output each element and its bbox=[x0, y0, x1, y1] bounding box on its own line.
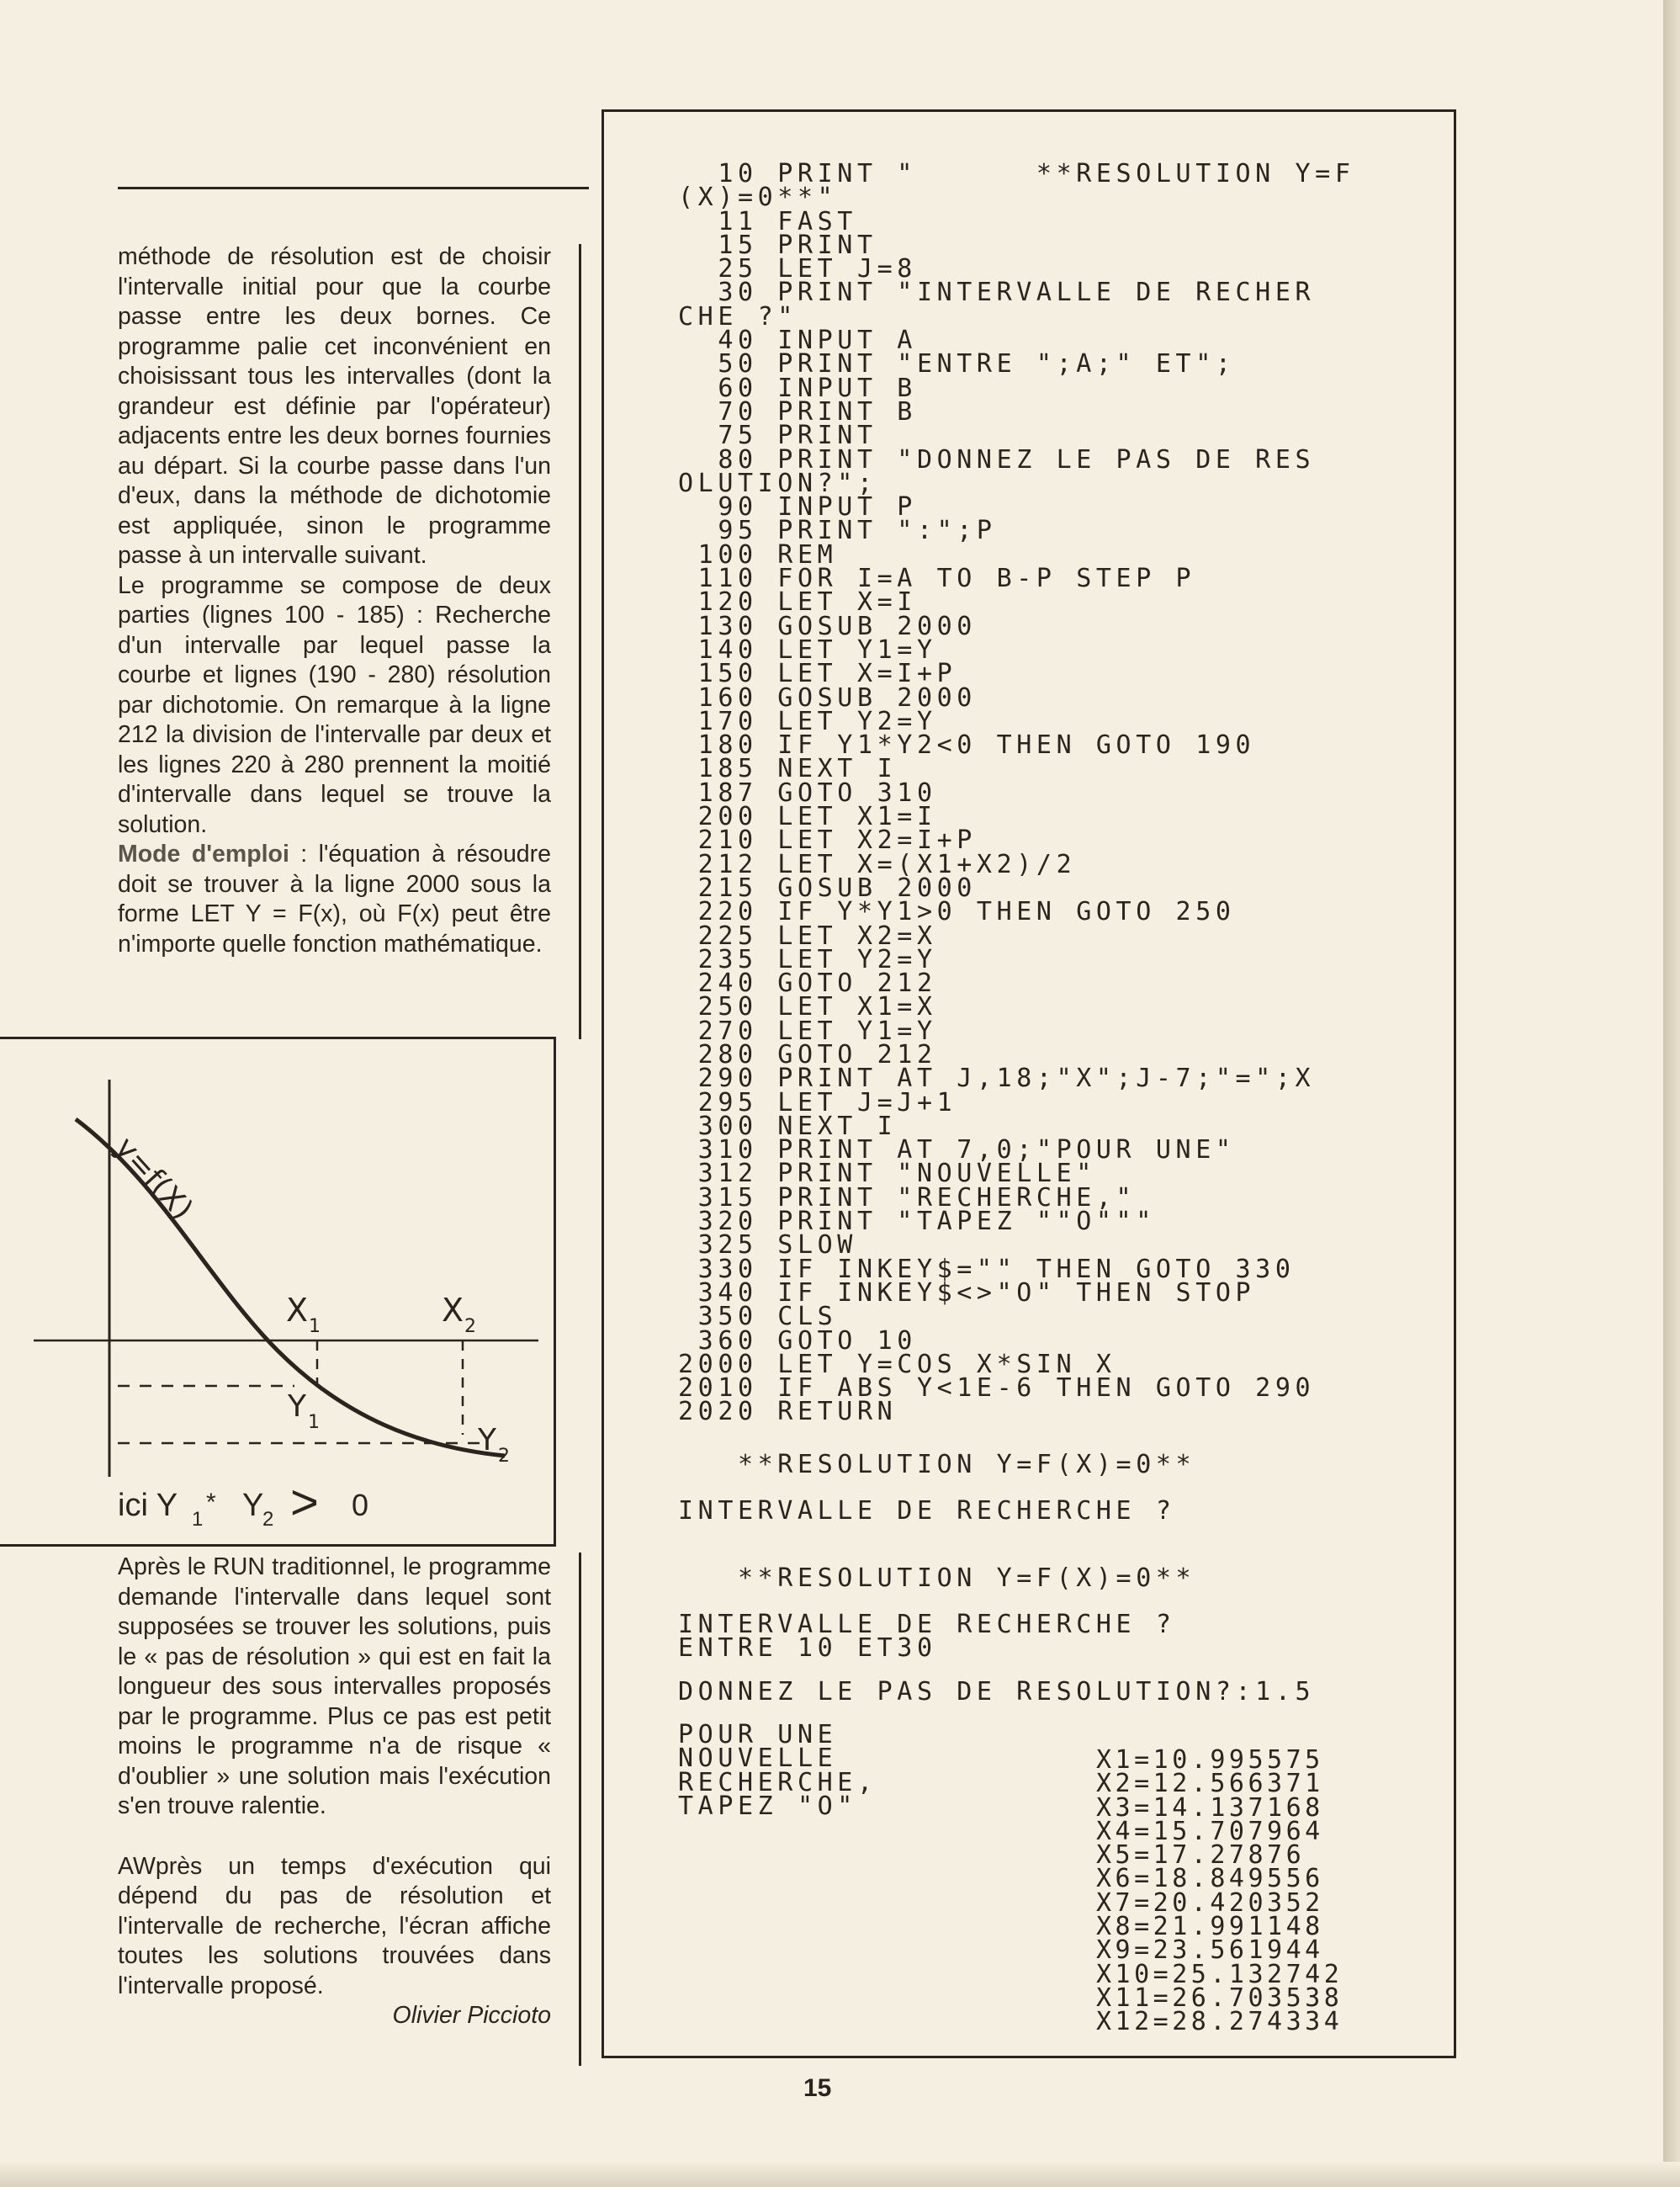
page-edge-shadow bbox=[1663, 0, 1680, 2187]
caption-y2: Y bbox=[242, 1488, 264, 1523]
y2-label: Y bbox=[478, 1423, 496, 1457]
y1-subscript: 1 bbox=[308, 1412, 320, 1433]
caption-sub2: 2 bbox=[262, 1508, 274, 1531]
caption-zero: 0 bbox=[352, 1488, 369, 1522]
new-search-prompt: POUR UNE NOUVELLE RECHERCHE, TAPEZ "O" bbox=[678, 1720, 877, 1821]
output2-title: **RESOLUTION Y=F(X)=0** bbox=[678, 1563, 1196, 1593]
program-listing-box bbox=[602, 109, 1456, 2058]
usage-paragraph bbox=[118, 840, 551, 959]
solutions-list: X1=10.995575 X2=12.566371 X3=14.137168 X4=15.707964 X5=17.27876 X6=18.849556 X7=20.420352 X8=21.991148 X9=23.561944 X10=25.132742 X11=26.703538 X12=28.274334 bbox=[1096, 1745, 1343, 2037]
x2-label: X bbox=[442, 1292, 464, 1329]
curve-diagram bbox=[0, 1039, 554, 1544]
output2-prompt: INTERVALLE DE RECHERCHE ? bbox=[678, 1610, 1176, 1639]
curve-figure bbox=[0, 1037, 556, 1547]
parts-paragraph: Le programme se compose de deux parties (lignes 100 - 185) : Recherche d'un intervalle par lequel passe la courbe et lignes (190 - 280) résolution par dichotomie. On remarque à la ligne 212 la division de l'intervalle par deux et les lignes 220 à 280 prennent la moitié d'intervalle dans lequel se trouve la solution. bbox=[118, 571, 551, 838]
basic-code-listing: 10 PRINT " **RESOLUTION Y=F (X)=0**" 11 FAST 15 PRINT 25 LET J=8 30 PRINT "INTERVALLE DE RECHER CHE ?" 40 INPUT A 50 PRINT "ENTRE ";A;" ET"; 60 INPUT B 70 PRINT B 75 PRINT 80 PRINT "DONNEZ LE PAS DE RES OLUTION?"; 90 INPUT P 95 PRINT ":";P 100 REM 110 FOR I=A TO B-P STEP P 120 LET X=I 130 GOSUB 2000 140 LET Y1=Y 150 LET X=I+P 160 GOSUB 2000 170 LET Y2=Y 180 IF Y1*Y2<0 THEN GOTO 190 185 NEXT I 187 GOTO 310 200 LET X1=I 210 LET X2=I+P 212 LET X=(X1+X2)/2 215 GOSUB 2000 220 IF Y*Y1>0 THEN GOTO 250 225 LET X2=X 235 LET Y2=Y 240 GOTO 212 250 LET X1=X 270 LET Y1=Y 280 GOTO 212 290 PRINT AT J,18;"X";J-7;"=";X 295 LET J=J+1 300 NEXT I 310 PRINT AT 7,0;"POUR UNE" 312 PRINT "NOUVELLE" 315 PRINT "RECHERCHE," 320 PRINT "TAPEZ ""O""" 325 SLOW 330 IF INKEY$="" THEN GOTO 330 340 IF INKEY$<>"O" THEN STOP 350 CLS 360 GOTO 10 2000 LET Y=COS X*SIN X 2010 IF ABS Y<1E-6 THEN GOTO 290 2020 RETURN bbox=[678, 159, 1355, 1427]
curve-label: y=f(X) bbox=[108, 1130, 200, 1227]
x1-subscript: 1 bbox=[309, 1316, 321, 1337]
caption-prefix: ici Y bbox=[118, 1488, 178, 1523]
x1-label: X bbox=[286, 1292, 309, 1329]
author-signature: Olivier Piccioto bbox=[392, 2002, 551, 2029]
output1-title: **RESOLUTION Y=F(X)=0** bbox=[678, 1450, 1196, 1479]
column-divider-lower bbox=[579, 1553, 581, 2066]
output1-prompt: INTERVALLE DE RECHERCHE ? bbox=[678, 1496, 1176, 1526]
caption-sub1: 1 bbox=[192, 1508, 204, 1531]
x2-subscript: 2 bbox=[464, 1316, 476, 1337]
page-number: 15 bbox=[803, 2074, 832, 2102]
y2-subscript: 2 bbox=[498, 1446, 510, 1467]
article-text-lower bbox=[118, 1553, 551, 2031]
column-top-rule bbox=[118, 187, 589, 189]
caption-gt: > bbox=[290, 1475, 319, 1530]
intro-paragraph: méthode de résolution est de choisir l'intervalle initial pour que la courbe passe entre les deux bornes. Ce programme palie cet inconvénient en choisissant tous les intervalles (dont la grandeur est définie par l'opérateur) adjacents entre les deux bornes fournies au départ. Si la courbe passe dans l'un d'eux, dans la méthode de dichotomie est appliquée, sinon le programme passe à un intervalle suivant. bbox=[118, 243, 551, 569]
column-divider bbox=[579, 244, 581, 1039]
mode-text: : l'équation à résoudre doit se trouver à la ligne 2000 sous la forme LET Y = F(x), où F(x) peut être n'importe quelle fonction mathématique. bbox=[118, 841, 551, 958]
result-paragraph: AWprès un temps d'exécution qui dépend du pas de résolution et l'intervalle de recherche, l'écran affiche toutes les solutions trouvées dans l'intervalle proposé. bbox=[118, 1852, 551, 1999]
output2-step: DONNEZ LE PAS DE RESOLUTION?:1.5 bbox=[678, 1677, 1316, 1707]
after-run-paragraph: Après le RUN traditionnel, le programme demande l'intervalle dans lequel sont supposées se trouver les solutions, puis le « pas de résolution » qui est en fait la longueur des sous intervalles proposés par le programme. Plus ce pas est petit moins le programme n'a de risque « d'oublier » une solution mais l'exécution s'en trouve ralentie. bbox=[118, 1553, 551, 1819]
output2-range: ENTRE 10 ET30 bbox=[678, 1633, 937, 1663]
y1-label: Y bbox=[288, 1389, 306, 1424]
mode-label: Mode d'emploi bbox=[118, 841, 289, 868]
caption-star: * bbox=[206, 1489, 216, 1516]
page-bottom-shadow bbox=[0, 2162, 1680, 2187]
article-text-upper bbox=[118, 242, 551, 959]
